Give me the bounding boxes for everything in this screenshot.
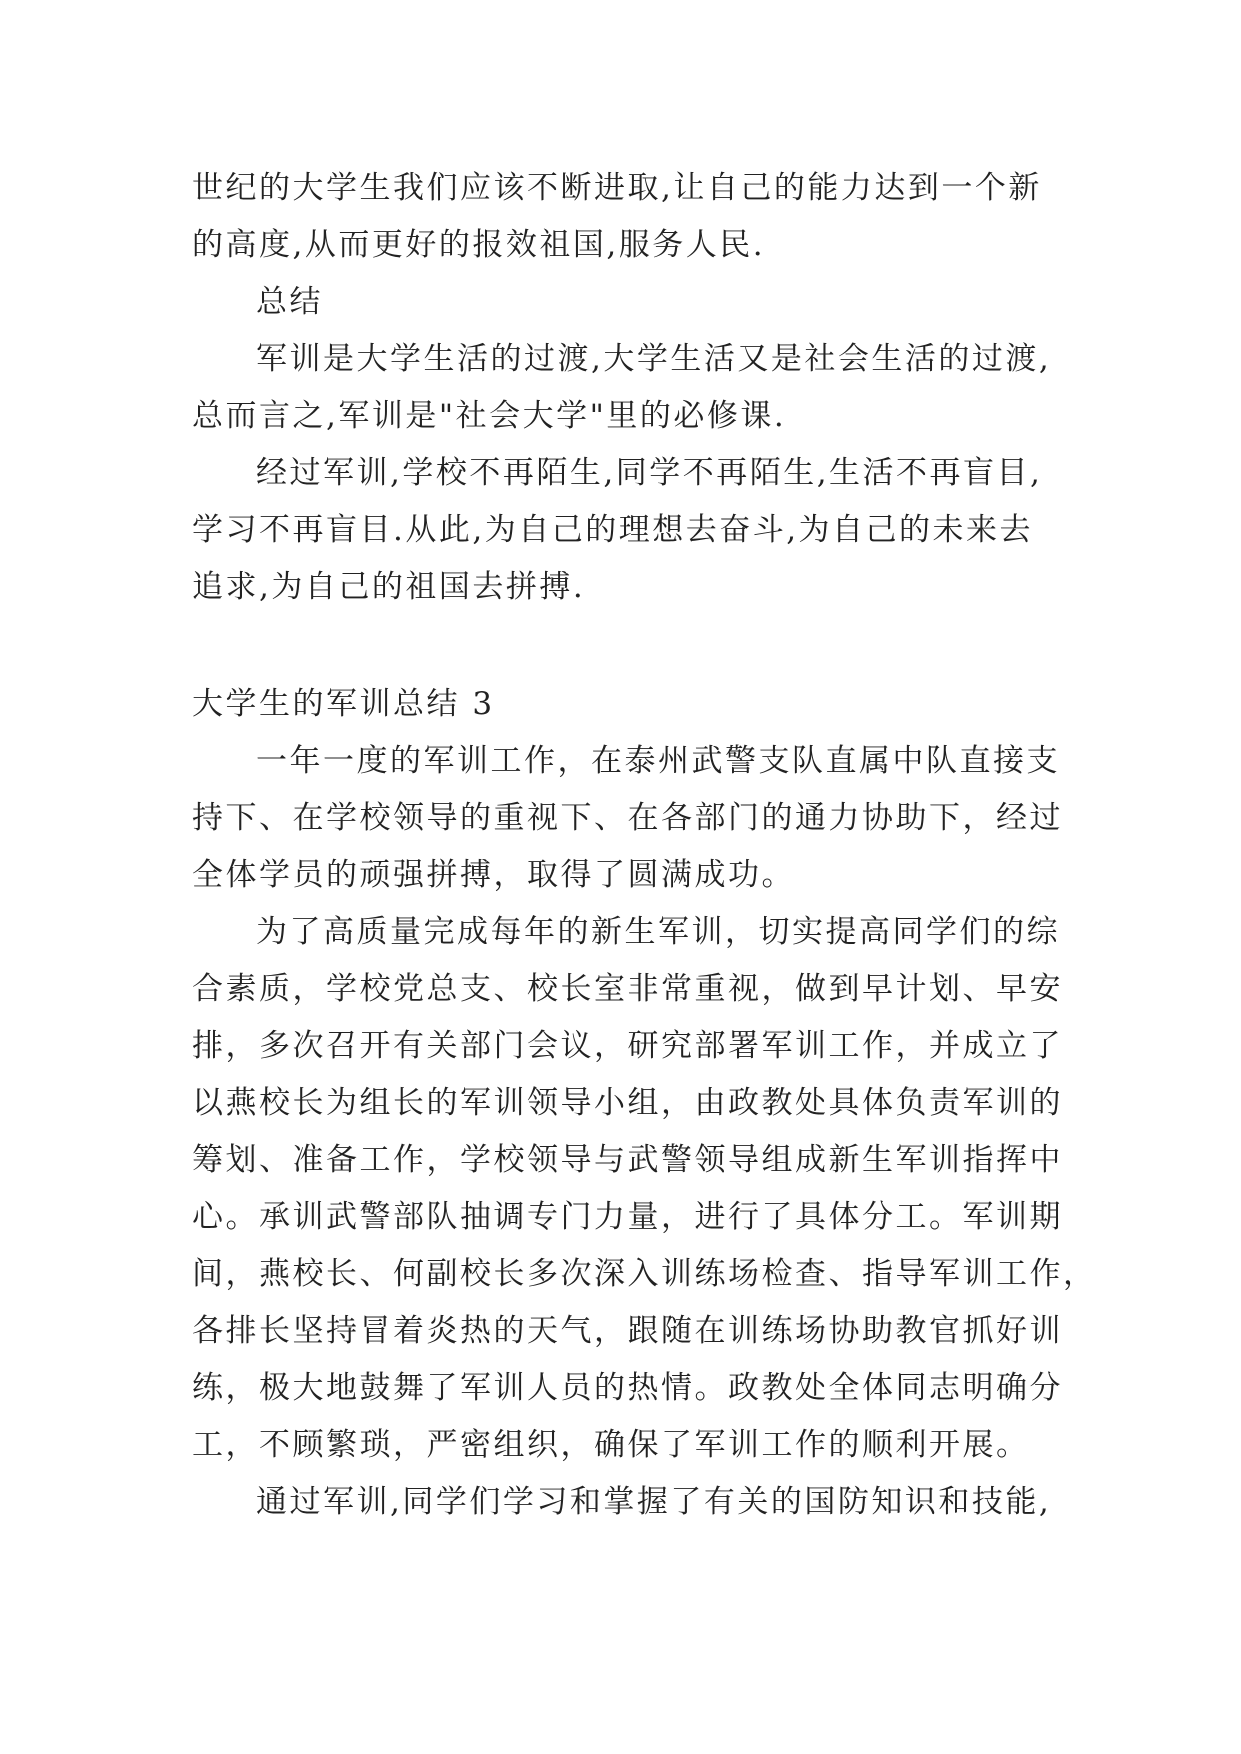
text-line: 筹划、准备工作，学校领导与武警领导组成新生军训指挥中 <box>192 1142 1063 1178</box>
text-line: 持下、在学校领导的重视下、在各部门的通力协助下，经过 <box>192 800 1063 836</box>
section-heading: 总结 <box>256 284 323 320</box>
text-line: 通过军训,同学们学习和掌握了有关的国防知识和技能, <box>256 1484 1052 1520</box>
document-title: 大学生的军训总结 3 <box>192 686 495 722</box>
text-line: 全体学员的顽强拼搏，取得了圆满成功。 <box>192 857 795 893</box>
text-line: 以燕校长为组长的军训领导小组，由政教处具体负责军训的 <box>192 1085 1063 1121</box>
section-spacer <box>192 616 1072 676</box>
text-line: 练，极大地鼓舞了军训人员的热情。政教处全体同志明确分 <box>192 1370 1063 1406</box>
text-line: 学习不再盲目.从此,为自己的理想去奋斗,为自己的未来去 <box>192 512 1034 548</box>
text-line: 间，燕校长、何副校长多次深入训练场检查、指导军训工作， <box>192 1256 1097 1292</box>
text-line: 心。承训武警部队抽调专门力量，进行了具体分工。军训期 <box>192 1199 1063 1235</box>
text-line: 军训是大学生活的过渡,大学生活又是社会生活的过渡, <box>256 341 1052 377</box>
text-line: 经过军训,学校不再陌生,同学不再陌生,生活不再盲目, <box>256 455 1043 491</box>
text-line: 的高度,从而更好的报效祖国,服务人民. <box>192 227 766 263</box>
text-line: 合素质，学校党总支、校长室非常重视，做到早计划、早安 <box>192 971 1063 1007</box>
text-line: 各排长坚持冒着炎热的天气，跟随在训练场协助教官抓好训 <box>192 1313 1063 1349</box>
text-line: 工，不顾繁琐，严密组织，确保了军训工作的顺利开展。 <box>192 1427 1030 1463</box>
text-line: 为了高质量完成每年的新生军训，切实提高同学们的综 <box>256 914 1060 950</box>
text-line: 世纪的大学生我们应该不断进取,让自己的能力达到一个新 <box>192 170 1042 206</box>
text-line: 一年一度的军训工作，在泰州武警支队直属中队直接支 <box>256 743 1060 779</box>
text-line: 总而言之,军训是"社会大学"里的必修课. <box>192 398 787 434</box>
document-body <box>192 160 1097 1531</box>
text-line: 排，多次召开有关部门会议，研究部署军训工作，并成立了 <box>192 1028 1063 1064</box>
text-line: 追求,为自己的祖国去拼搏. <box>192 569 586 605</box>
